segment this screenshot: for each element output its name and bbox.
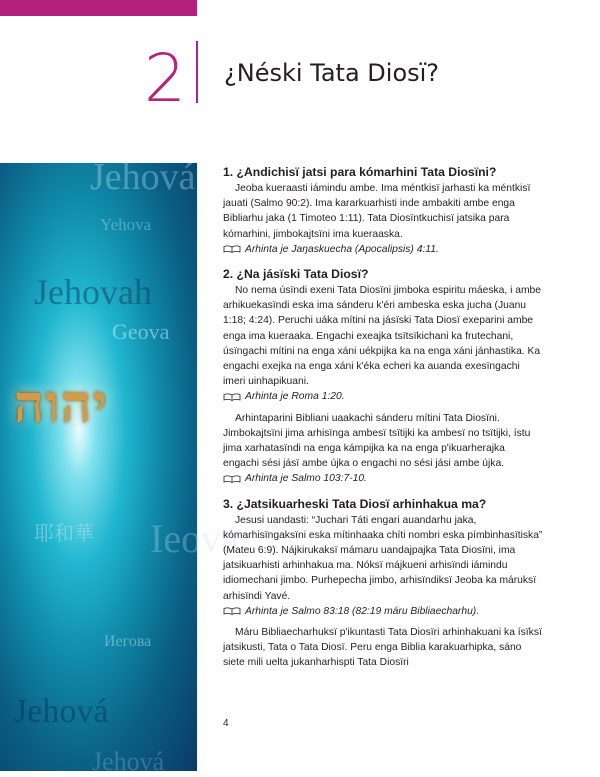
reference-text: Arhinta je Salmo 103:7-10.: [245, 473, 367, 485]
reference-text: Arhinta je Salmo 83:18 (82:19 máru Bibliaecharhu).: [245, 605, 480, 617]
watermark-word: Jehová: [90, 156, 196, 198]
question-heading: 1. ¿Andichisï jatsi para kómarhini Tata Diosïni?: [223, 165, 497, 179]
open-book-icon: [223, 245, 241, 253]
page-number: 4: [223, 718, 229, 729]
chapter-number: 2: [144, 40, 186, 117]
watermark-word: Jehová: [92, 747, 165, 776]
question-heading: 2. ¿Na jásïski Tata Diosï?: [223, 267, 369, 282]
open-book-icon: [223, 475, 241, 483]
watermark-word: Geova: [112, 319, 170, 344]
body-paragraph: Máru Bibliaecharhuksï p'ikuntasti Tata Diosïri arhinhakuani ka ísïksï jatsikusti, Tata o Tata Diosï. Peru enga Biblia karakuarhipka, sáno siete mili uelta jukanharhispti Tata Diosïri: [223, 627, 542, 669]
watermark-word: Yehova: [100, 215, 152, 234]
watermark-word: Jehová: [14, 693, 109, 730]
reference-text: Arhinta je Jaŋaskuecha (Apocalipsis) 4:11.: [245, 243, 439, 255]
header-color-bar: [0, 0, 197, 16]
body-paragraph: No nema úsïndi exeni Tata Diosïni jimboka espiritu máeska, i ambe arhikuekasïndi eska ima sánderu k'éri ambeska eska jucha (Juanu 1:18; 4:24). Peruchi uáka mítini na jásïski Tata Diosï exeparini ambe enga ima kueraaka. Engachi exeajka tsïtsïkichani ka frutechani, úsïngachi mítini na enga xáni uékpijka ka na enga xáni jánhastika. Ka engachi exejka na enga xáni k'éka echeri ka auanda exesïngachi imeri uinhapikuani.: [223, 285, 542, 388]
hebrew-divine-name: יהוה: [14, 374, 109, 435]
body-paragraph: Jesusi uandasti: “Juchari Táti engari auandarhu jaka, kómarhisïngaksïni eska mítinhaaka chíti nombri eska pímbinhasïtiska” (Mateu 6:9). Nájkirukaksï mámaru uandajpajka Tata Diosïni, ima jatsikuarhisti arhinhakua ma. Nóksï májkueni arhisïndi iámindu idiomechani jimbo. Purhepecha jimbo, arhisïndiksï Jeoba ka máruksï arhisïndi Yavé.: [223, 514, 543, 602]
reference-text: Arhinta je Roma 1:20.: [245, 391, 345, 403]
body-paragraph: Jeoba kueraasti iámindu ambe. Ima méntkisï jarhasti ka méntkisï jauati (Salmo 90:2). Ima kararkuarhisti inde ambakiti ambe enga Bibliarhu jaka (1 Timoteo 1:11). Tata Diosïntkuchisï jatsika para kómarhini, jimbokajtsïni ima kueraaska.: [223, 183, 531, 240]
open-book-icon: [223, 607, 241, 615]
body-paragraph: Arhintaparini Bibliani uaakachi sánderu mítini Tata Diosïni. Jimbokajtsïni jima arhisïnga ambesï tsïtijki ka ambesï no tsïtijki, ístu jima xarhatasïndi na enga kámpijka ka na enga p'ikuarherajka engachi sési jásï ambe újka o engachi no sési jási ambe újka.: [223, 412, 531, 470]
watermark-word: Иегова: [104, 633, 152, 650]
main-content: [223, 164, 543, 671]
scripture-reference[interactable]: [223, 604, 543, 619]
scripture-reference[interactable]: [223, 389, 543, 404]
scripture-reference[interactable]: [223, 471, 543, 486]
page-title: ¿Néski Tata Diosï?: [224, 59, 440, 87]
scripture-reference[interactable]: [223, 242, 543, 257]
open-book-icon: [223, 393, 241, 401]
chapter-divider: [196, 41, 198, 103]
watermark-word: Ieova: [150, 516, 239, 561]
watermark-word: Jehovah: [34, 272, 152, 312]
question-heading: 3. ¿Jatsikuarheski Tata Diosï arhinhakua ma?: [223, 496, 487, 511]
decorative-name-panel: [0, 156, 239, 776]
watermark-word: 耶和華: [34, 523, 94, 545]
